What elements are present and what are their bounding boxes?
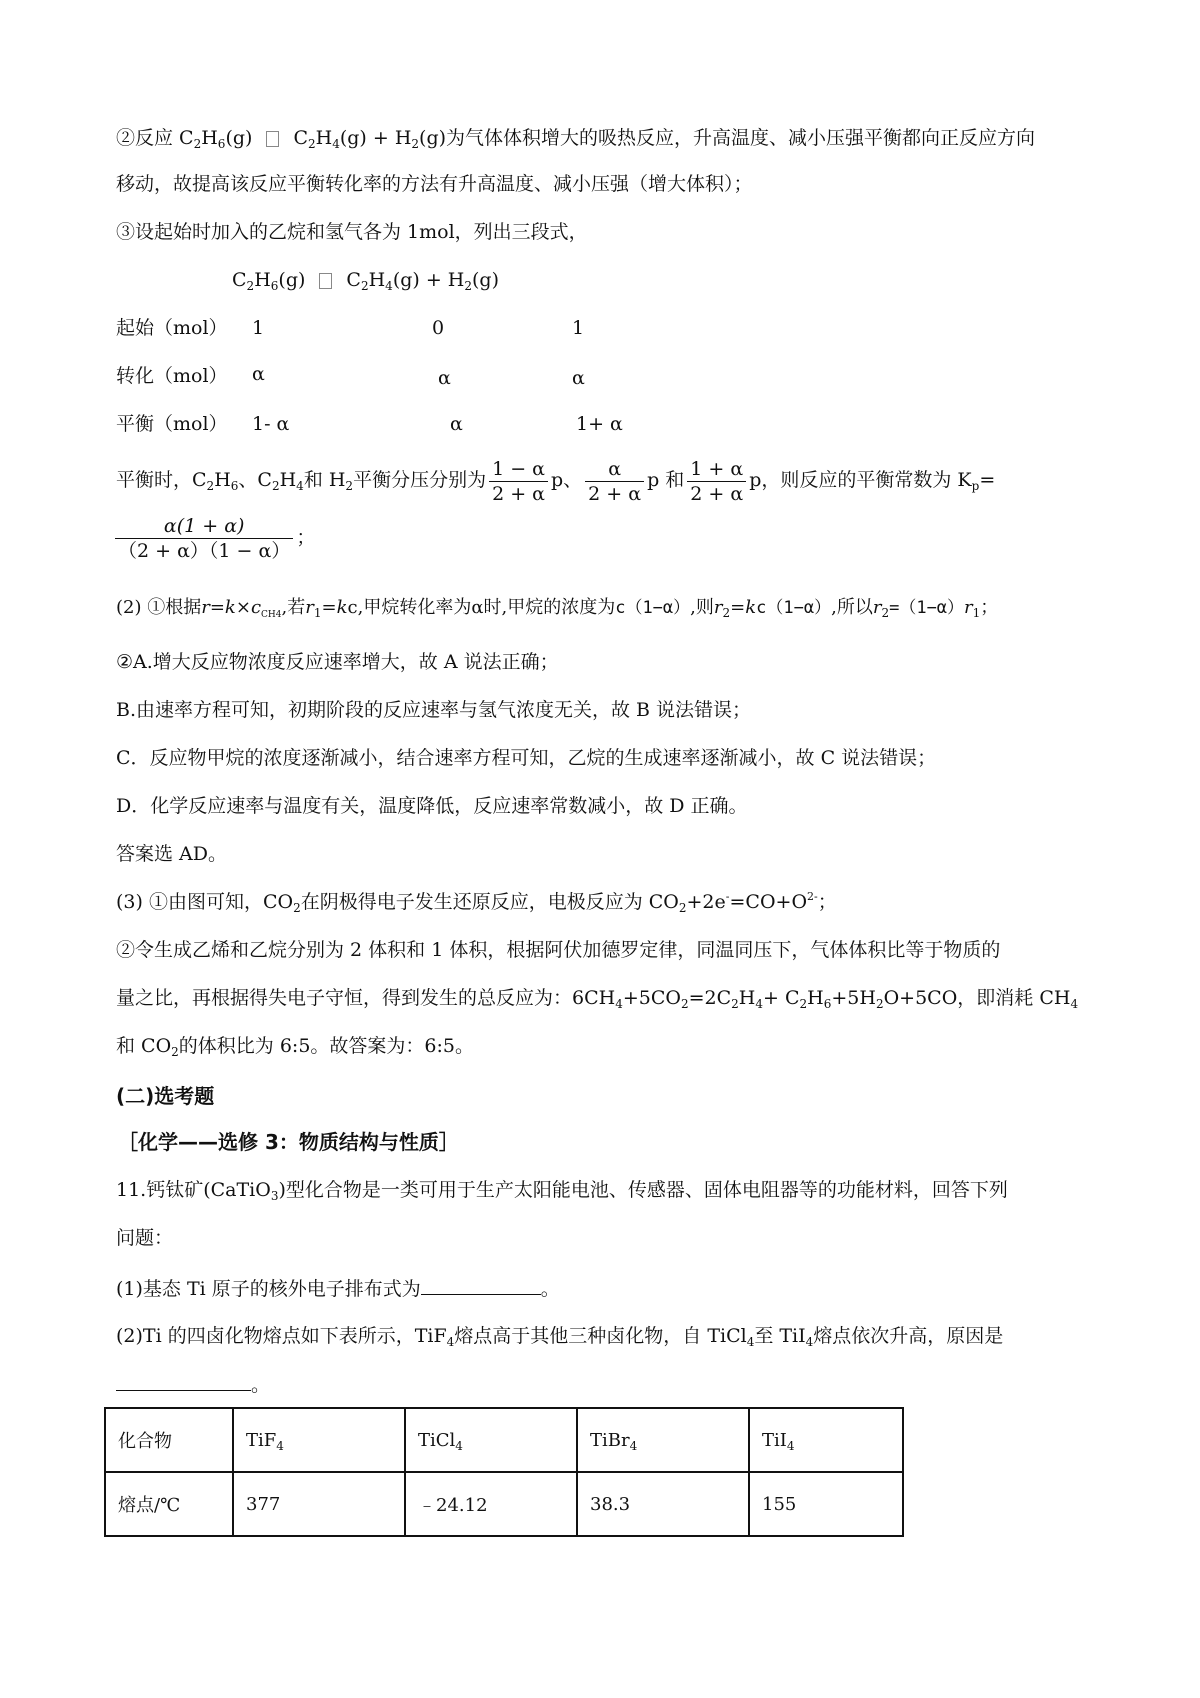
table-cell: TiF$_4$: [233, 1408, 405, 1472]
text-line: ②A.增大反应物浓度反应速率增大，故 A 说法正确；: [116, 651, 559, 673]
row-value: 1: [252, 317, 265, 339]
partial-pressure-line: 平衡时，$C_2H_6$、$C_2H_4$和 $H_2$平衡分压分别为 $\frac{1 - \alpha}{2 + \alpha}$ p、 $\frac{\alpha}{2 + \alpha}$ p 和 $\frac{1 + \alpha}{2 + \alpha}$ p，则反应的平衡常数为 $K_p=$: [116, 457, 996, 505]
text-line: 移动，故提高该反应平衡转化率的方法有升高温度、减小压强（增大体积）；: [116, 173, 753, 195]
text-line: B.由速率方程可知，初期阶段的反应速率与氢气浓度无关，故 B 说法错误；: [116, 699, 752, 721]
row-value: 1+ α: [576, 413, 623, 435]
row-value: α: [572, 367, 585, 389]
fraction: $\frac{1 + \alpha}{2 + \alpha}$: [687, 457, 746, 506]
reversible-arrow-icon: [266, 131, 279, 147]
row-value: 1- α: [252, 413, 290, 435]
reaction-equation: $C_2H_6(g) C_2H_4(g) + H_2(g)$: [232, 269, 500, 293]
table-cell: 熔点/℃: [105, 1472, 233, 1536]
table-cell: 38.3: [577, 1472, 749, 1536]
text-line: 问题：: [116, 1227, 174, 1249]
melting-point-table: [104, 1407, 904, 1537]
table-cell: ﹣24.12: [405, 1472, 577, 1536]
row-value: α: [252, 363, 265, 385]
question-2: (2)Ti 的四卤化物熔点如下表所示，TiF$_4$熔点高于其他三种卤化物，自 TiCl$_4$至 TiI$_4$熔点依次升高，原因是: [116, 1325, 1004, 1349]
row-label: 起始（mol）: [116, 317, 228, 339]
table-cell: TiBr$_4$: [577, 1408, 749, 1472]
answer-blank[interactable]: [421, 1274, 541, 1295]
question-2-answer: 。: [116, 1370, 270, 1399]
row-label: 转化（mol）: [116, 365, 228, 387]
table-row: [105, 1408, 903, 1472]
fraction: $\frac{\alpha(1 + \alpha)}{(2 + \alpha)(1 - \alpha)}$: [115, 514, 293, 563]
section-heading: ［化学——选修 3：物质结构与性质］: [118, 1130, 459, 1154]
text-line: (3) ①由图可知，$CO_2$在阴极得电子发生还原反应，电极反应为 $CO_2+2e^-=CO+O^{2-}$；: [116, 890, 837, 915]
text-line: (2) ①根据$r=k\times c_{CH4}$,若$r_1=kc$,甲烷转化率为α时,甲烷的浓度为c（1−α）,则$r_2=kc(1-\alpha)$,所以$r_2=(1-\alpha)r_1$；: [116, 597, 999, 620]
row-label: 平衡（mol）: [116, 413, 228, 435]
text-line: ②令生成乙烯和乙烷分别为 2 体积和 1 体积，根据阿伏加德罗定律，同温同压下，气体体积比等于物质的: [116, 939, 1001, 961]
table-cell: 化合物: [105, 1408, 233, 1472]
row-value: 1: [572, 317, 585, 339]
text-line: 11.钙钛矿(CaTiO$_3$)型化合物是一类可用于生产太阳能电池、传感器、固体电阻器等的功能材料，回答下列: [116, 1179, 1008, 1203]
text-line: 答案选 AD。: [116, 843, 227, 865]
reversible-arrow-icon: [319, 273, 332, 289]
text-line: 量之比，再根据得失电子守恒，得到发生的总反应为：$6CH_4+5CO_2=2C_2H_4+ C_2H_6+5H_2O+5CO$，即消耗 $CH_4$: [116, 987, 1079, 1011]
table-cell: TiI$_4$: [749, 1408, 903, 1472]
text-line: ③设起始时加入的乙烷和氢气各为 1mol，列出三段式，: [116, 221, 588, 243]
question-1: (1)基态 Ti 原子的核外电子排布式为 。: [116, 1274, 560, 1303]
table-cell: 377: [233, 1472, 405, 1536]
table-cell: TiCl$_4$: [405, 1408, 577, 1472]
row-value: α: [450, 413, 463, 435]
kp-expression: $\frac{\alpha(1 + \alpha)}{(2 + \alpha)(1 - \alpha)}$ ；: [112, 514, 315, 563]
fraction: $\frac{1 - \alpha}{2 + \alpha}$: [489, 457, 548, 506]
answer-blank[interactable]: [116, 1370, 251, 1391]
fraction: $\frac{\alpha}{2 + \alpha}$: [585, 457, 644, 506]
text-line: 和 $CO_2$的体积比为 6:5。故答案为：6:5。: [116, 1035, 474, 1059]
table-row: [105, 1472, 903, 1536]
table-cell: 155: [749, 1472, 903, 1536]
text-line: C．反应物甲烷的浓度逐渐减小，结合速率方程可知，乙烷的生成速率逐渐减小，故 C 说法错误；: [116, 747, 937, 769]
section-heading: (二)选考题: [116, 1084, 215, 1108]
text-line: D．化学反应速率与温度有关，温度降低，反应速率常数减小，故 D 正确。: [116, 795, 748, 817]
row-value: α: [438, 367, 451, 389]
row-value: 0: [432, 317, 445, 339]
text-line: ②反应 $C_2H_6(g) C_2H_4(g) + H_2(g)$为气体体积增大的吸热反应，升高温度、减小压强平衡都向正反应方向: [116, 127, 1036, 151]
